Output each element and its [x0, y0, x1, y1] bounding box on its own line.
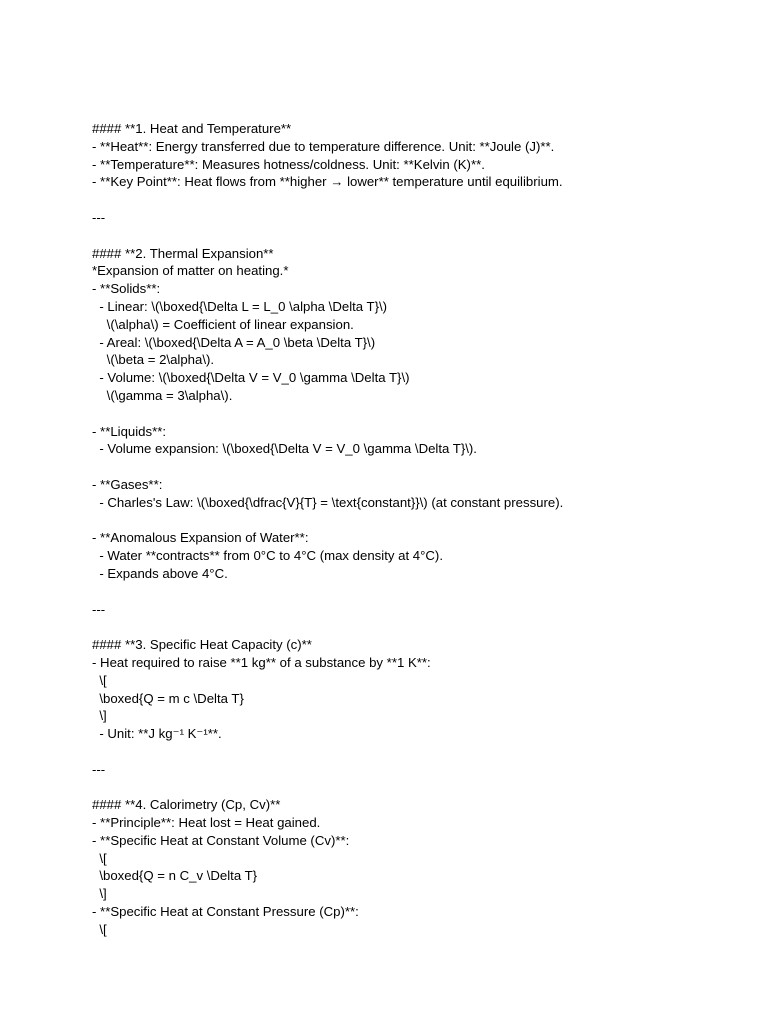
blank-line [92, 405, 752, 423]
divider-rule: --- [92, 601, 106, 617]
bullet-temperature: - **Temperature**: Measures hotness/coldness. Unit: **Kelvin (K)**. [92, 156, 485, 172]
water-contracts: - Water **contracts** from 0°C to 4°C (max density at 4°C). [92, 548, 443, 564]
liquid-volume-expansion: - Volume expansion: \(\boxed{\Delta V = V_0 \gamma \Delta T}\). [92, 441, 477, 457]
charles-law: - Charles's Law: \(\boxed{\dfrac{V}{T} = \text{constant}}\) (at constant pressure). [92, 494, 564, 510]
math-open: \[ [92, 921, 107, 937]
cv-heading: - **Specific Heat at Constant Volume (Cv)**: [92, 832, 350, 848]
blank-line [92, 227, 752, 245]
expansion-subtitle: *Expansion of matter on heating.* [92, 263, 289, 279]
volume-expansion-formula: - Volume: \(\boxed{\Delta V = V_0 \gamma \Delta T}\) [92, 370, 410, 386]
cp-heading: - **Specific Heat at Constant Pressure (Cp)**: [92, 904, 359, 920]
divider-rule: --- [92, 761, 106, 777]
bullet-key-point: - **Key Point**: Heat flows from **higher → lower** temperature until equilibrium. [92, 174, 563, 190]
blank-line [92, 618, 752, 636]
specific-heat-definition: - Heat required to raise **1 kg** of a substance by **1 K**: [92, 654, 431, 670]
calorimetry-principle: - **Principle**: Heat lost = Heat gained. [92, 815, 321, 831]
alpha-definition: \(\alpha\) = Coefficient of linear expansion. [92, 316, 354, 332]
beta-relation: \(\beta = 2\alpha\). [92, 352, 215, 368]
math-open: \[ [92, 850, 107, 866]
bullet-gases: - **Gases**: [92, 476, 163, 492]
blank-line [92, 512, 752, 530]
gamma-relation: \(\gamma = 3\alpha\). [92, 387, 233, 403]
specific-heat-formula: \boxed{Q = m c \Delta T} [92, 690, 244, 706]
document-body [92, 120, 752, 939]
cv-formula: \boxed{Q = n C_v \Delta T} [92, 868, 258, 884]
heading-specific-heat: #### **3. Specific Heat Capacity (c)** [92, 637, 312, 653]
water-expands: - Expands above 4°C. [92, 565, 228, 581]
blank-line [92, 743, 752, 761]
bullet-anomalous-expansion: - **Anomalous Expansion of Water**: [92, 530, 309, 546]
blank-line [92, 191, 752, 209]
blank-line [92, 583, 752, 601]
math-close: \] [92, 886, 107, 902]
heading-thermal-expansion: #### **2. Thermal Expansion** [92, 245, 274, 261]
math-close: \] [92, 708, 107, 724]
bullet-solids: - **Solids**: [92, 281, 161, 297]
blank-line [92, 458, 752, 476]
areal-expansion-formula: - Areal: \(\boxed{\Delta A = A_0 \beta \Delta T}\) [92, 334, 376, 350]
heading-heat-temperature: #### **1. Heat and Temperature** [92, 121, 292, 136]
specific-heat-unit: - Unit: **J kg⁻¹ K⁻¹**. [92, 726, 222, 742]
math-open: \[ [92, 672, 107, 688]
divider-rule: --- [92, 209, 106, 225]
heading-calorimetry: #### **4. Calorimetry (Cp, Cv)** [92, 797, 281, 813]
bullet-heat: - **Heat**: Energy transferred due to temperature difference. Unit: **Joule (J)**. [92, 138, 555, 154]
blank-line [92, 778, 752, 796]
bullet-liquids: - **Liquids**: [92, 423, 167, 439]
linear-expansion-formula: - Linear: \(\boxed{\Delta L = L_0 \alpha \Delta T}\) [92, 298, 388, 314]
